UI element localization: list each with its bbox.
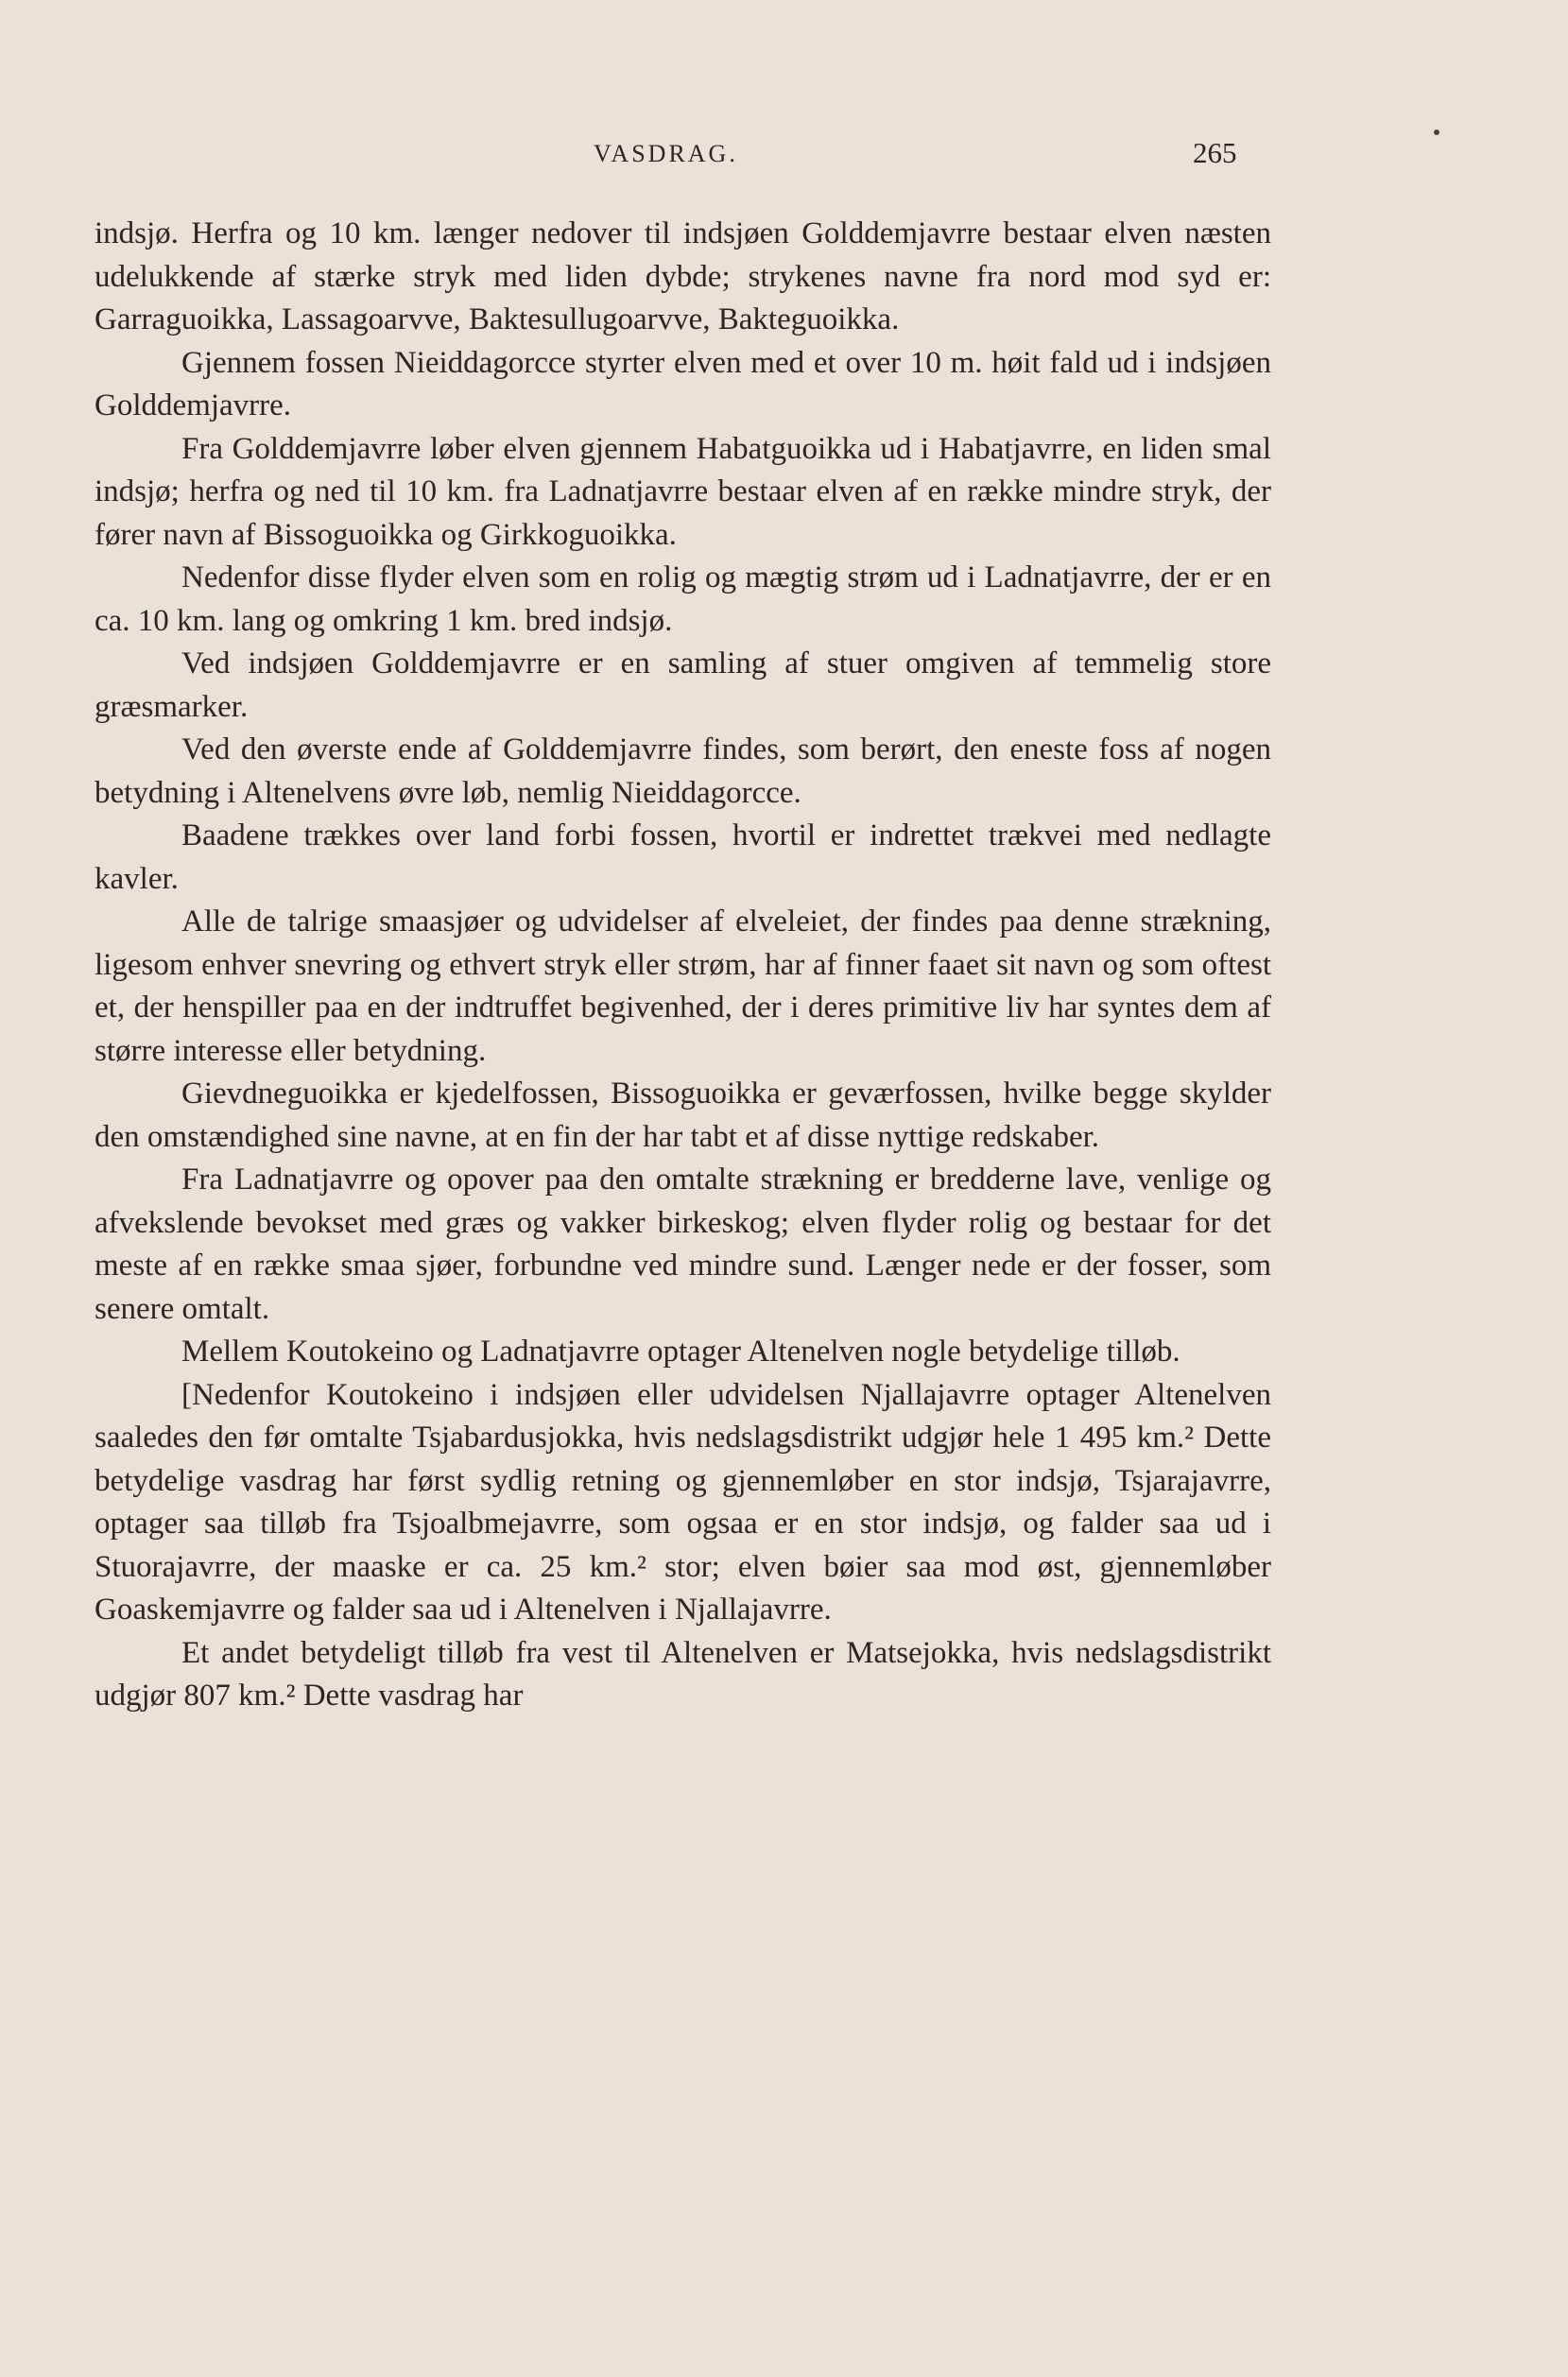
paragraph: Fra Golddemjavrre løber elven gjennem Habatguoikka ud i Habatjavrre, en liden smal indsjø; herfra og ned til 10 km. fra Ladnatjavrre bestaar elven af en række mindre stryk, der fører navn af Bissoguoikka og Girkkoguoikka.	[95, 431, 1271, 552]
paragraph: indsjø. Herfra og 10 km. længer nedover til indsjøen Golddemjavrre bestaar elven næsten udelukkende af stærke stryk med liden dybde; strykenes navne fra nord mod syd er: Garraguoikka, Lassagoarvve, Baktesullugoarvve, Bakteguoikka.	[95, 216, 1271, 336]
paragraph: [Nedenfor Koutokeino i indsjøen eller udvidelsen Njallajavrre optager Altenelven saaledes den før omtalte Tsjabardusjokka, hvis nedslagsdistrikt udgjør hele 1 495 km.² Dette betydelige vasdrag har først sydlig retning og gjennemløber en stor indsjø, Tsjarajavrre, optager saa tilløb fra Tsjoalbmejavrre, som ogsaa er en stor indsjø, og falder saa ud i Stuorajavrre, der maaske er ca. 25 km.² stor; elven bøier saa mod øst, gjennemløber Goaskemjavrre og falder saa ud i Altenelven i Njallajavrre.	[95, 1377, 1271, 1627]
paragraph: Gievdneguoikka er kjedelfossen, Bissoguoikka er geværfossen, hvilke begge skylder den omstændighed sine navne, at en fin der har tabt et af disse nyttige redskaber.	[95, 1077, 1271, 1154]
paragraph: Nedenfor disse flyder elven som en rolig og mægtig strøm ud i Ladnatjavrre, der er en ca. 10 km. lang og omkring 1 km. bred indsjø.	[95, 560, 1271, 638]
paragraph: Fra Ladnatjavrre og opover paa den omtalte strækning er bredderne lave, venlige og afvekslende bevokset med græs og vakker birkeskog; elven flyder rolig og bestaar for det meste af en række smaa sjøer, forbundne ved mindre sund. Længer nede er der fosser, som senere omtalt.	[95, 1163, 1271, 1326]
paragraph: Alle de talrige smaasjøer og udvidelser af elveleiet, der findes paa denne strækning, ligesom enhver snevring og ethvert stryk eller strøm, har af finner faaet sit navn og som oftest et, der henspiller paa en der indtruffet begivenhed, der i deres primitive liv har syntes dem af større interesse eller betydning.	[95, 904, 1271, 1068]
page-header	[0, 136, 1568, 178]
page-number: 265	[1193, 136, 1237, 169]
paragraph: Gjennem fossen Nieiddagorcce styrter elven med et over 10 m. høit fald ud i indsjøen Golddemjavrre.	[95, 345, 1271, 422]
running-title: VASDRAG.	[594, 140, 738, 167]
paragraph: Mellem Koutokeino og Ladnatjavrre optager Altenelven nogle betydelige tilløb.	[181, 1335, 1180, 1369]
body-text	[95, 213, 1271, 1718]
ink-speck	[1434, 129, 1439, 135]
paragraph: Ved indsjøen Golddemjavrre er en samling af stuer omgiven af temmelig store græsmarker.	[95, 646, 1271, 724]
paragraph: Et andet betydeligt tilløb fra vest til Altenelven er Matsejokka, hvis nedslagsdistrikt udgjør 807 km.² Dette vasdrag har	[95, 1635, 1271, 1713]
paragraph: Ved den øverste ende af Golddemjavrre findes, som berørt, den eneste foss af nogen betydning i Altenelvens øvre løb, nemlig Nieiddagorcce.	[95, 732, 1271, 810]
paragraph: Baadene trækkes over land forbi fossen, hvortil er indrettet trækvei med nedlagte kavler.	[95, 818, 1271, 896]
